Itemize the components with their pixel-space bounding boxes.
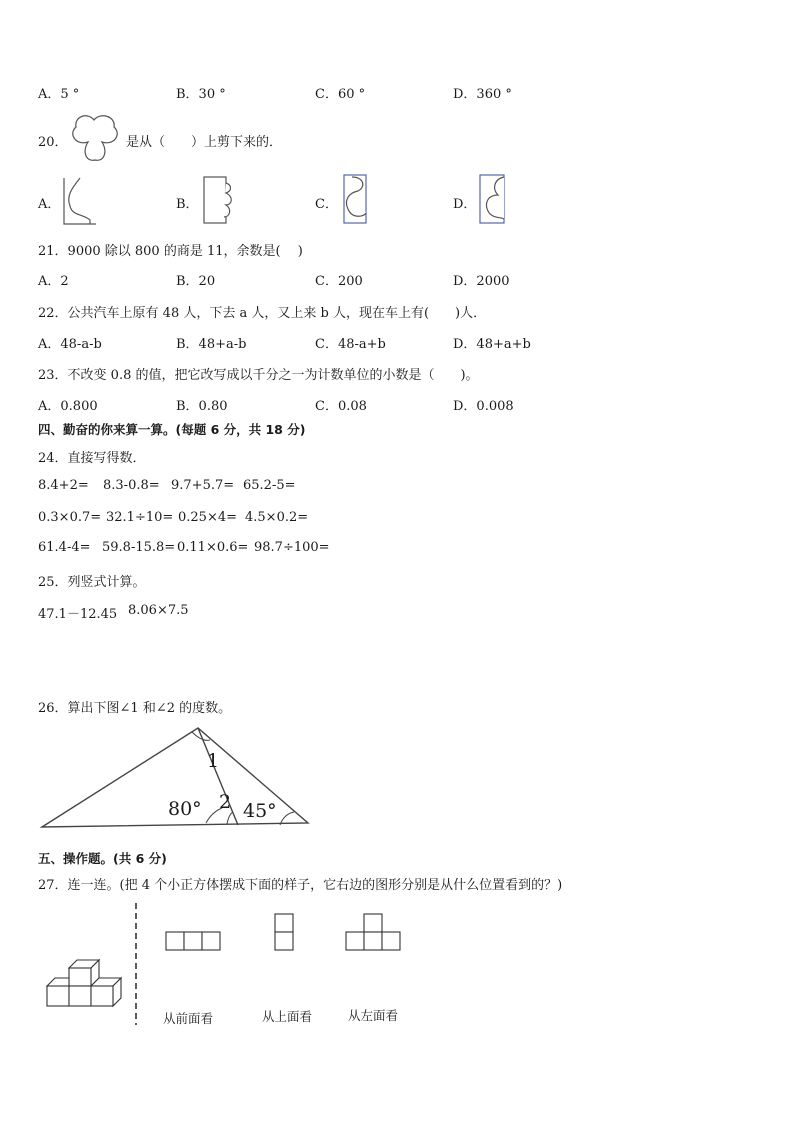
calc-item: 32.1÷10=	[106, 510, 174, 525]
dashed-divider	[134, 903, 138, 1025]
calc-item: 8.3-0.8=	[103, 478, 160, 493]
calc-item: 61.4-4=	[38, 540, 91, 555]
q20-option-d[interactable]: D．	[453, 197, 477, 212]
q21-option-c[interactable]: C．200	[315, 274, 363, 289]
q20-option-a-figure	[62, 176, 98, 226]
vertical-calc-item: 47.1－12.45	[38, 607, 118, 622]
calc-item: 9.7+5.7=	[171, 478, 235, 493]
q23-option-a[interactable]: A．0.800	[38, 399, 98, 414]
calc-item: 4.5×0.2=	[245, 510, 309, 525]
view-label-front: 从前面看	[163, 1011, 214, 1026]
q20-option-c[interactable]: C．	[315, 197, 338, 212]
q23-option-d[interactable]: D．0.008	[453, 399, 514, 414]
view-label-left: 从左面看	[348, 1008, 399, 1023]
vertical-calc-item: 8.06×7.5	[128, 603, 189, 618]
q20-text: 是从（ ）上剪下来的．	[126, 135, 283, 150]
calc-item: 98.7÷100=	[254, 540, 330, 555]
calc-item: 0.11×0.6=	[177, 540, 249, 555]
angle-1-label: 1	[207, 750, 220, 772]
angle-45-label: 45°	[243, 800, 277, 822]
q20-option-b-figure	[202, 175, 238, 225]
q21-option-b[interactable]: B．20	[176, 274, 216, 289]
q20-option-a[interactable]: A．	[38, 197, 61, 212]
q22-option-c[interactable]: C．48-a+b	[315, 337, 386, 352]
view-label-top: 从上面看	[262, 1009, 313, 1024]
q22-question: 22．公共汽车上原有 48 人，下去 a 人，又上来 b 人，现在车上有( )人．	[38, 306, 487, 321]
q20-number: 20．	[38, 135, 68, 150]
view-figure-t-shape	[345, 913, 403, 951]
q24-question: 24．直接写得数．	[38, 451, 146, 466]
calc-item: 59.8-15.8=	[102, 540, 176, 555]
calc-item: 65.2-5=	[243, 478, 296, 493]
q21-question: 21．9000 除以 800 的商是 11，余数是( )	[38, 244, 303, 259]
angle-80-label: 80°	[168, 798, 202, 820]
angle-2-label: 2	[219, 791, 232, 813]
calc-item: 0.3×0.7=	[38, 510, 102, 525]
view-figure-column-of-two	[274, 913, 296, 951]
q23-question: 23．不改变 0.8 的值，把它改写成以千分之一为计数单位的小数是（ )。	[38, 368, 479, 383]
q20-option-b[interactable]: B．	[176, 197, 199, 212]
view-figure-row-of-three	[165, 931, 223, 951]
q22-option-d[interactable]: D．48+a+b	[453, 337, 531, 352]
q19-option-c[interactable]: C．60 °	[315, 87, 366, 102]
section-5-heading: 五、操作题。(共 6 分)	[38, 851, 167, 866]
cube-stack-figure	[45, 950, 125, 1010]
q23-option-c[interactable]: C．0.08	[315, 399, 367, 414]
q27-question: 27．连一连。(把 4 个小正方体摆成下面的样子，它右边的图形分别是从什么位置看到的？)	[38, 878, 563, 893]
q22-option-b[interactable]: B．48+a-b	[176, 337, 247, 352]
q21-option-d[interactable]: D．2000	[453, 274, 510, 289]
q19-option-a[interactable]: A．5 °	[38, 87, 80, 102]
q23-option-b[interactable]: B．0.80	[176, 399, 228, 414]
q26-question: 26．算出下图∠1 和∠2 的度数。	[38, 701, 232, 716]
calc-item: 0.25×4=	[178, 510, 238, 525]
q19-option-b[interactable]: B．30 °	[176, 87, 226, 102]
q20-option-d-figure	[478, 173, 514, 225]
calc-item: 8.4+2=	[38, 478, 89, 493]
q19-option-d[interactable]: D．360 °	[453, 87, 512, 102]
q22-option-a[interactable]: A．48-a-b	[38, 337, 102, 352]
clover-shape-figure	[68, 112, 122, 164]
q20-option-c-figure	[340, 173, 376, 225]
q21-option-a[interactable]: A．2	[38, 274, 69, 289]
section-4-heading: 四、勤奋的你来算一算。(每题 6 分，共 18 分)	[38, 422, 306, 437]
q25-question: 25．列竖式计算。	[38, 575, 146, 590]
